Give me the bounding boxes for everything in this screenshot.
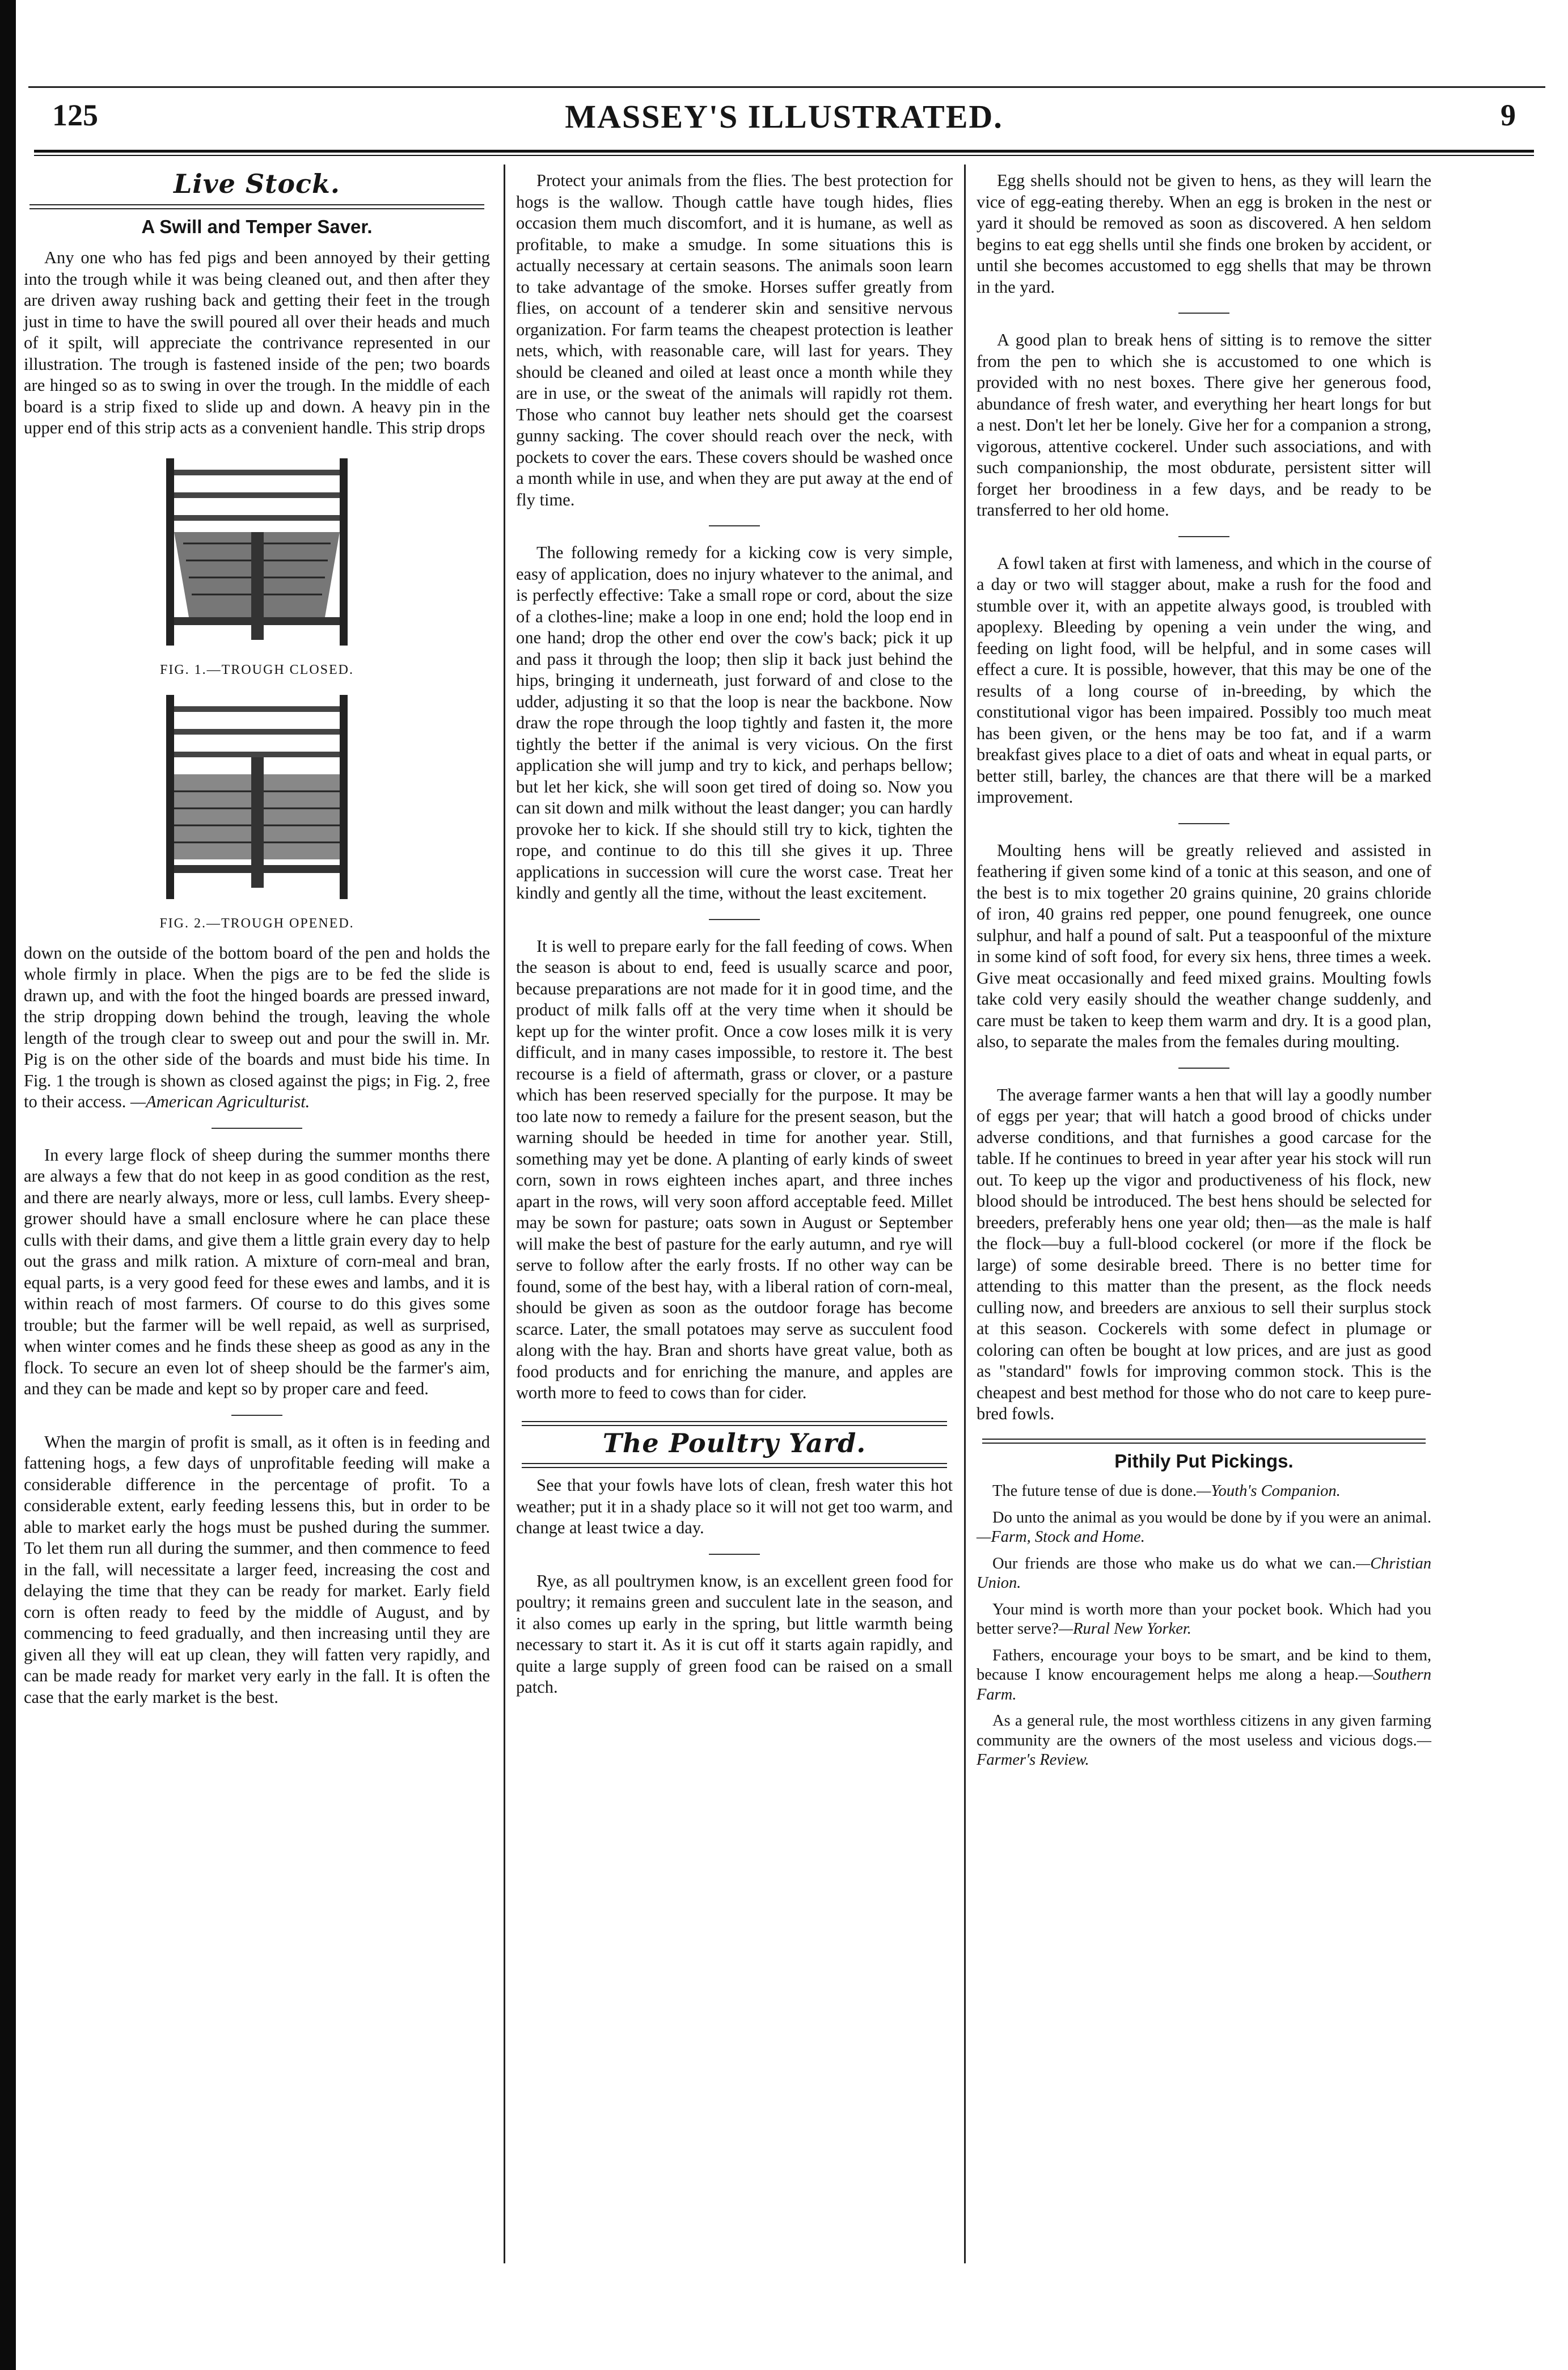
article-paragraph: Rye, as all poultrymen know, is an excellent green food for poultry; it remains green and succulent late in the season, and it also comes up early in the spring, but little warmth being necessary to start it. As it is cut off it starts again rapidly, and quite a large supply of green food can be raised on a small patch.	[516, 1571, 953, 1697]
section-heading-poultry-yard: The Poultry Yard.	[602, 1427, 867, 1458]
picking-text: Do unto the animal as you would be done by if you were an animal.	[992, 1508, 1431, 1526]
article-paragraph: Any one who has fed pigs and been annoyed by their getting into the trough while it was being cleaned out, and then after they are driven away rushing back and getting their feet in the trough just in time to have the swill poured all over their heads and much of it spilt, will appreciate the contrivance represented in our illustration. The trough is fastened inside of the pen; two boards are hinged so as to swing in over the trough. In the middle of each board is a strip fixed to slide up and down. A heavy pin in the upper end of this strip acts as a convenient handle. This strip drops	[24, 248, 490, 437]
picking-source: —Youth's Companion.	[1197, 1482, 1341, 1500]
pickings-title: Pithily Put Pickings.	[1114, 1450, 1294, 1471]
source-citation: —American Agriculturist.	[130, 1092, 310, 1111]
paragraph-separator	[1178, 1068, 1229, 1069]
paragraph-separator	[231, 1415, 282, 1416]
column-3	[977, 170, 1431, 1777]
trough-closed-illustration	[155, 447, 359, 651]
header-rule-thin	[34, 155, 1534, 156]
column-1	[24, 170, 490, 1708]
picking-item	[977, 1508, 1431, 1547]
top-border-rule	[28, 86, 1545, 88]
article-paragraph: In every large flock of sheep during the summer months there are always a few that do not keep in as good condition as the rest, and there are nearly always, more or less, cull lambs. Every sheep-grower should have a small enclosure where he can place these culls with their dams, and give them a little grain every day to help out the grass and milk ration. A mixture of corn-meal and bran, equal parts, is a very good feed for these ewes and lambs, and it is within reach of most farmers. Of course to do this gives some trouble; but the farmer will be well repaid, as well as surprised, when winter comes and he finds these sheep as good as any in the flock. To secure an even lot of sheep should be the farmer's aim, and they can be made and kept so by proper care and feed.	[24, 1145, 490, 1398]
column-divider-1	[504, 165, 505, 2263]
figure-trough-closed	[24, 447, 490, 657]
article-paragraph: It is well to prepare early for the fall feeding of cows. When the season is about to end, feed is usually scarce and poor, because preparations are not made for it in good time, and the product of milk falls off at the very time when it should be kept up for the winter profit. Once a cow loses milk it is very difficult, and in many cases impossible, to restore it. The best recourse is a field of aftermath, grass or clover, or a pasture which has been reserved specially for the purpose. It may be too late now to remedy a failure for the present season, but the warning should be heeded in time for another year. Still, something may yet be done. A planting of early kinds of sweet corn, sown in rows eighteen inches apart, and three inches apart in the rows, will very soon afford acceptable feed. Millet may be sown for pasture; oats sown in August or September will make the best of pasture for the early autumn, and rye will serve to follow after the early frosts. If no other way can be found, some of the best hay, with a liberal ration of corn-meal, should be given as soon as the outdoor forage has become scarce. Later, the small potatoes may serve as succulent food along with the hay. Bran and shorts have great value, both as food products and for enriching the manure, and apples are worth more to feed to cows than for cider.	[516, 936, 953, 1402]
section-rule	[982, 1439, 1426, 1444]
article-paragraph	[24, 943, 490, 1113]
figure-caption: FIG. 1.—TROUGH CLOSED.	[159, 663, 354, 677]
paragraph-separator	[1178, 823, 1229, 824]
picking-text: Your mind is worth more than your pocket book. Which had you better serve?	[977, 1600, 1431, 1638]
picking-source: —Farm, Stock and Home.	[977, 1528, 1145, 1546]
figure-caption: FIG. 2.—TROUGH OPENED.	[159, 916, 354, 931]
picking-source: —Southern Farm.	[977, 1666, 1431, 1703]
section-rule	[522, 1463, 947, 1468]
paragraph-separator	[212, 1128, 302, 1129]
section-heading-live-stock: Live Stock.	[174, 168, 340, 199]
paragraph-separator	[709, 1554, 760, 1555]
page-number-left: 125	[52, 98, 98, 132]
picking-source: —Rural New Yorker.	[1058, 1620, 1191, 1638]
section-rule	[29, 204, 484, 209]
article-paragraph: When the margin of profit is small, as it often is in feeding and fattening hogs, a few days of unprofitable feeding will make a considerable difference in the percentage of profit. To a considerable extent, early feeding lessens this, but in order to be able to market early the hogs must be pushed during the summer. To let them run all during the summer, and then commence to feed in the fall, will necessitate a larger feed, increasing the cost and delaying the time that they can be ready for market. Early field corn is often ready to feed by the middle of August, and by commencing to feed gradually, and then increasing until they are given all they will eat up clean, they will fatten very rapidly, and can be made ready for market very early in the fall. It is often the case that the early market is the best.	[24, 1432, 490, 1707]
figure-trough-opened	[24, 689, 490, 910]
page-header	[41, 98, 1527, 143]
picking-source: —Farmer's Review.	[977, 1731, 1431, 1769]
masthead-title: MASSEY'S ILLUSTRATED.	[565, 98, 1003, 135]
trough-opened-illustration	[155, 689, 359, 905]
picking-text: As a general rule, the most worthless citizens in any given farming community are the owners of the most useless and vicious dogs.	[977, 1712, 1431, 1749]
article-paragraph: The average farmer wants a hen that will lay a goodly number of eggs per year; that will hatch a good brood of chicks under adverse conditions, and that furnishes a good carcase for the table. If he continues to breed in year after year his stock will run out. To keep up the vigor and productiveness of his flock, new blood should be introduced. The best hens should be selected for breeders, preferably hens one year old; then—as the male is half the flock—buy a full-blood cockerel (or more if the flock be large) of some desirable breed. There is no better time for attending to this matter than the present, as the flock needs culling now, and breeders are anxious to sell their surplus stock at this season. Cockerels with some defect in plumage or coloring can often be bought at low prices, and are just as good as "standard" fowls for improving common stock. This is the cheapest and best method for those who do not care to keep pure-bred fowls.	[977, 1085, 1431, 1423]
article-paragraph: Egg shells should not be given to hens, as they will learn the vice of egg-eating thereby. When an egg is broken in the nest or yard it should be removed as soon as discovered. A hen seldom begins to eat egg shells until she finds one broken by accident, or until she becomes accustomed to egg shells that may be thrown in the yard.	[977, 171, 1431, 297]
picking-item	[977, 1600, 1431, 1639]
article-paragraph: Protect your animals from the flies. The best protection for hogs is the wallow. Though cattle have tough hides, flies occasion them much discomfort, and it is humane, as well as profitable, to make a smudge. In some situations this is actually necessary at certain seasons. The animals soon learn to take advantage of the smoke. Horses suffer greatly from flies, on account of a tenderer skin and sensitive nervous organization. For farm teams the cheapest protection is leather nets, which, with reasonable care, will last for years. They should be cleaned and oiled at least once a month while they are in use, or the sweat of the animals will rapidly rot them. Those who cannot buy leather nets should get the coarsest gunny sacking. The cover should reach over the neck, with pockets to cover the ears. These covers should be washed once a month while in use, and when they are put away at the end of fly time.	[516, 171, 953, 509]
picking-source: —Christian Union.	[977, 1554, 1431, 1592]
article-paragraph: A fowl taken at first with lameness, and which in the course of a day or two will stagger about, make a rush for the food and stumble over it, with an appetite always good, is troubled with apoplexy. Bleeding by opening a vein under the wing, and feeding on light food, will be helpful, and in some cases will effect a cure. It is possible, however, that this may be one of the results of a long course of in-breeding, by which the constitutional vigor has been impaired. Possibly too much meat has been given, or the hens may be too fat, and if a warm breakfast gives place to a diet of oats and wheat in equal parts, or better still, barley, the chances are that there will be a marked improvement.	[977, 553, 1431, 807]
picking-item	[977, 1554, 1431, 1593]
paragraph-text: down on the outside of the bottom board of the pen and holds the whole firmly in place. When the pigs are to be fed the slide is drawn up, and with the foot the hinged boards are pressed inward, the strip dropping down behind the trough, leaving the whole length of the trough clear to sweep out and pour the swill in. Mr. Pig is on the other side of the boards and must bide his time. In Fig. 1 the trough is shown as closed against the pigs; in Fig. 2, free to their access.	[24, 943, 490, 1111]
article-paragraph: Moulting hens will be greatly relieved and assisted in feathering if given some kind of a tonic at this season, and one of the best is to mix together 20 grains quinine, 20 grains chloride of iron, 40 grains red pepper, one pound fenugreek, one ounce sulphur, and half a pound of salt. Put a teaspoonful of the mixture in some kind of soft food, for every six hens, three times a week. Give meat occasionally and feed mixed grains. Moulting fowls take cold very easily should the weather change suddenly, and care must be taken to keep them warm and dry. It is a good plan, also, to separate the males from the females during moulting.	[977, 840, 1431, 1051]
article-title: A Swill and Temper Saver.	[141, 216, 373, 237]
picking-text: Our friends are those who make us do what we can.	[992, 1554, 1356, 1572]
column-divider-2	[964, 165, 966, 2263]
column-2	[516, 170, 953, 1698]
paragraph-separator	[1178, 536, 1229, 537]
paragraph-separator	[709, 525, 760, 526]
page-number-right: 9	[1501, 98, 1516, 132]
header-rule-thick	[34, 150, 1534, 153]
pickings-list	[977, 1482, 1431, 1770]
paragraph-separator	[709, 919, 760, 920]
picking-item	[977, 1711, 1431, 1770]
page-binding-edge	[0, 0, 16, 2370]
article-paragraph: A good plan to break hens of sitting is to remove the sitter from the pen to which she is accustomed to one which is provided with no nest boxes. There give her generous food, abundance of fresh water, and everything her heart longs for but a nest. Don't let her be lonely. Give her for a companion a strong, vigorous, attentive cockerel. Under such associations, and with such companionship, the most obdurate, persistent sitter will forget her broodiness in a few days, and be ready to be transferred to her old home.	[977, 330, 1431, 520]
article-paragraph: The following remedy for a kicking cow is very simple, easy of application, does no injury whatever to the animal, and is perfectly effective: Take a small rope or cord, about the size of a clothes-line; make a loop in one end; hold the loop end in one hand; drop the other end over the cow's back; pick it up and pass it through the loop; then slip it back just behind the hips, bringing it underneath, just forward of and close to the udder, adjusting it so that the loop is near the backbone. Now draw the rope through the loop tightly and fasten it, the more tightly the better if the animal is very vicious. On the first application she will jump and try to kick, and perhaps bellow; but let her kick, she will soon get tired of doing so. Now you can sit down and milk without the least danger; you can hardly provoke her to kick. If she should still try to kick, tighten the rope, and continue to do this till she gives it up. Three applications in succession will cure the worst case. Treat her kindly and gently all the time, without the least excitement.	[516, 543, 953, 903]
picking-item	[977, 1482, 1431, 1502]
picking-text: The future tense of due is done.	[992, 1482, 1197, 1500]
article-paragraph: See that your fowls have lots of clean, fresh water this hot weather; put it in a shady place so it will not get too warm, and change at least twice a day.	[516, 1475, 953, 1537]
picking-text: Fathers, encourage your boys to be smart, and be kind to them, because I know encouragement helps me along a heap.	[977, 1646, 1431, 1684]
paragraph-separator	[1178, 313, 1229, 314]
section-rule	[522, 1421, 947, 1426]
picking-item	[977, 1646, 1431, 1705]
